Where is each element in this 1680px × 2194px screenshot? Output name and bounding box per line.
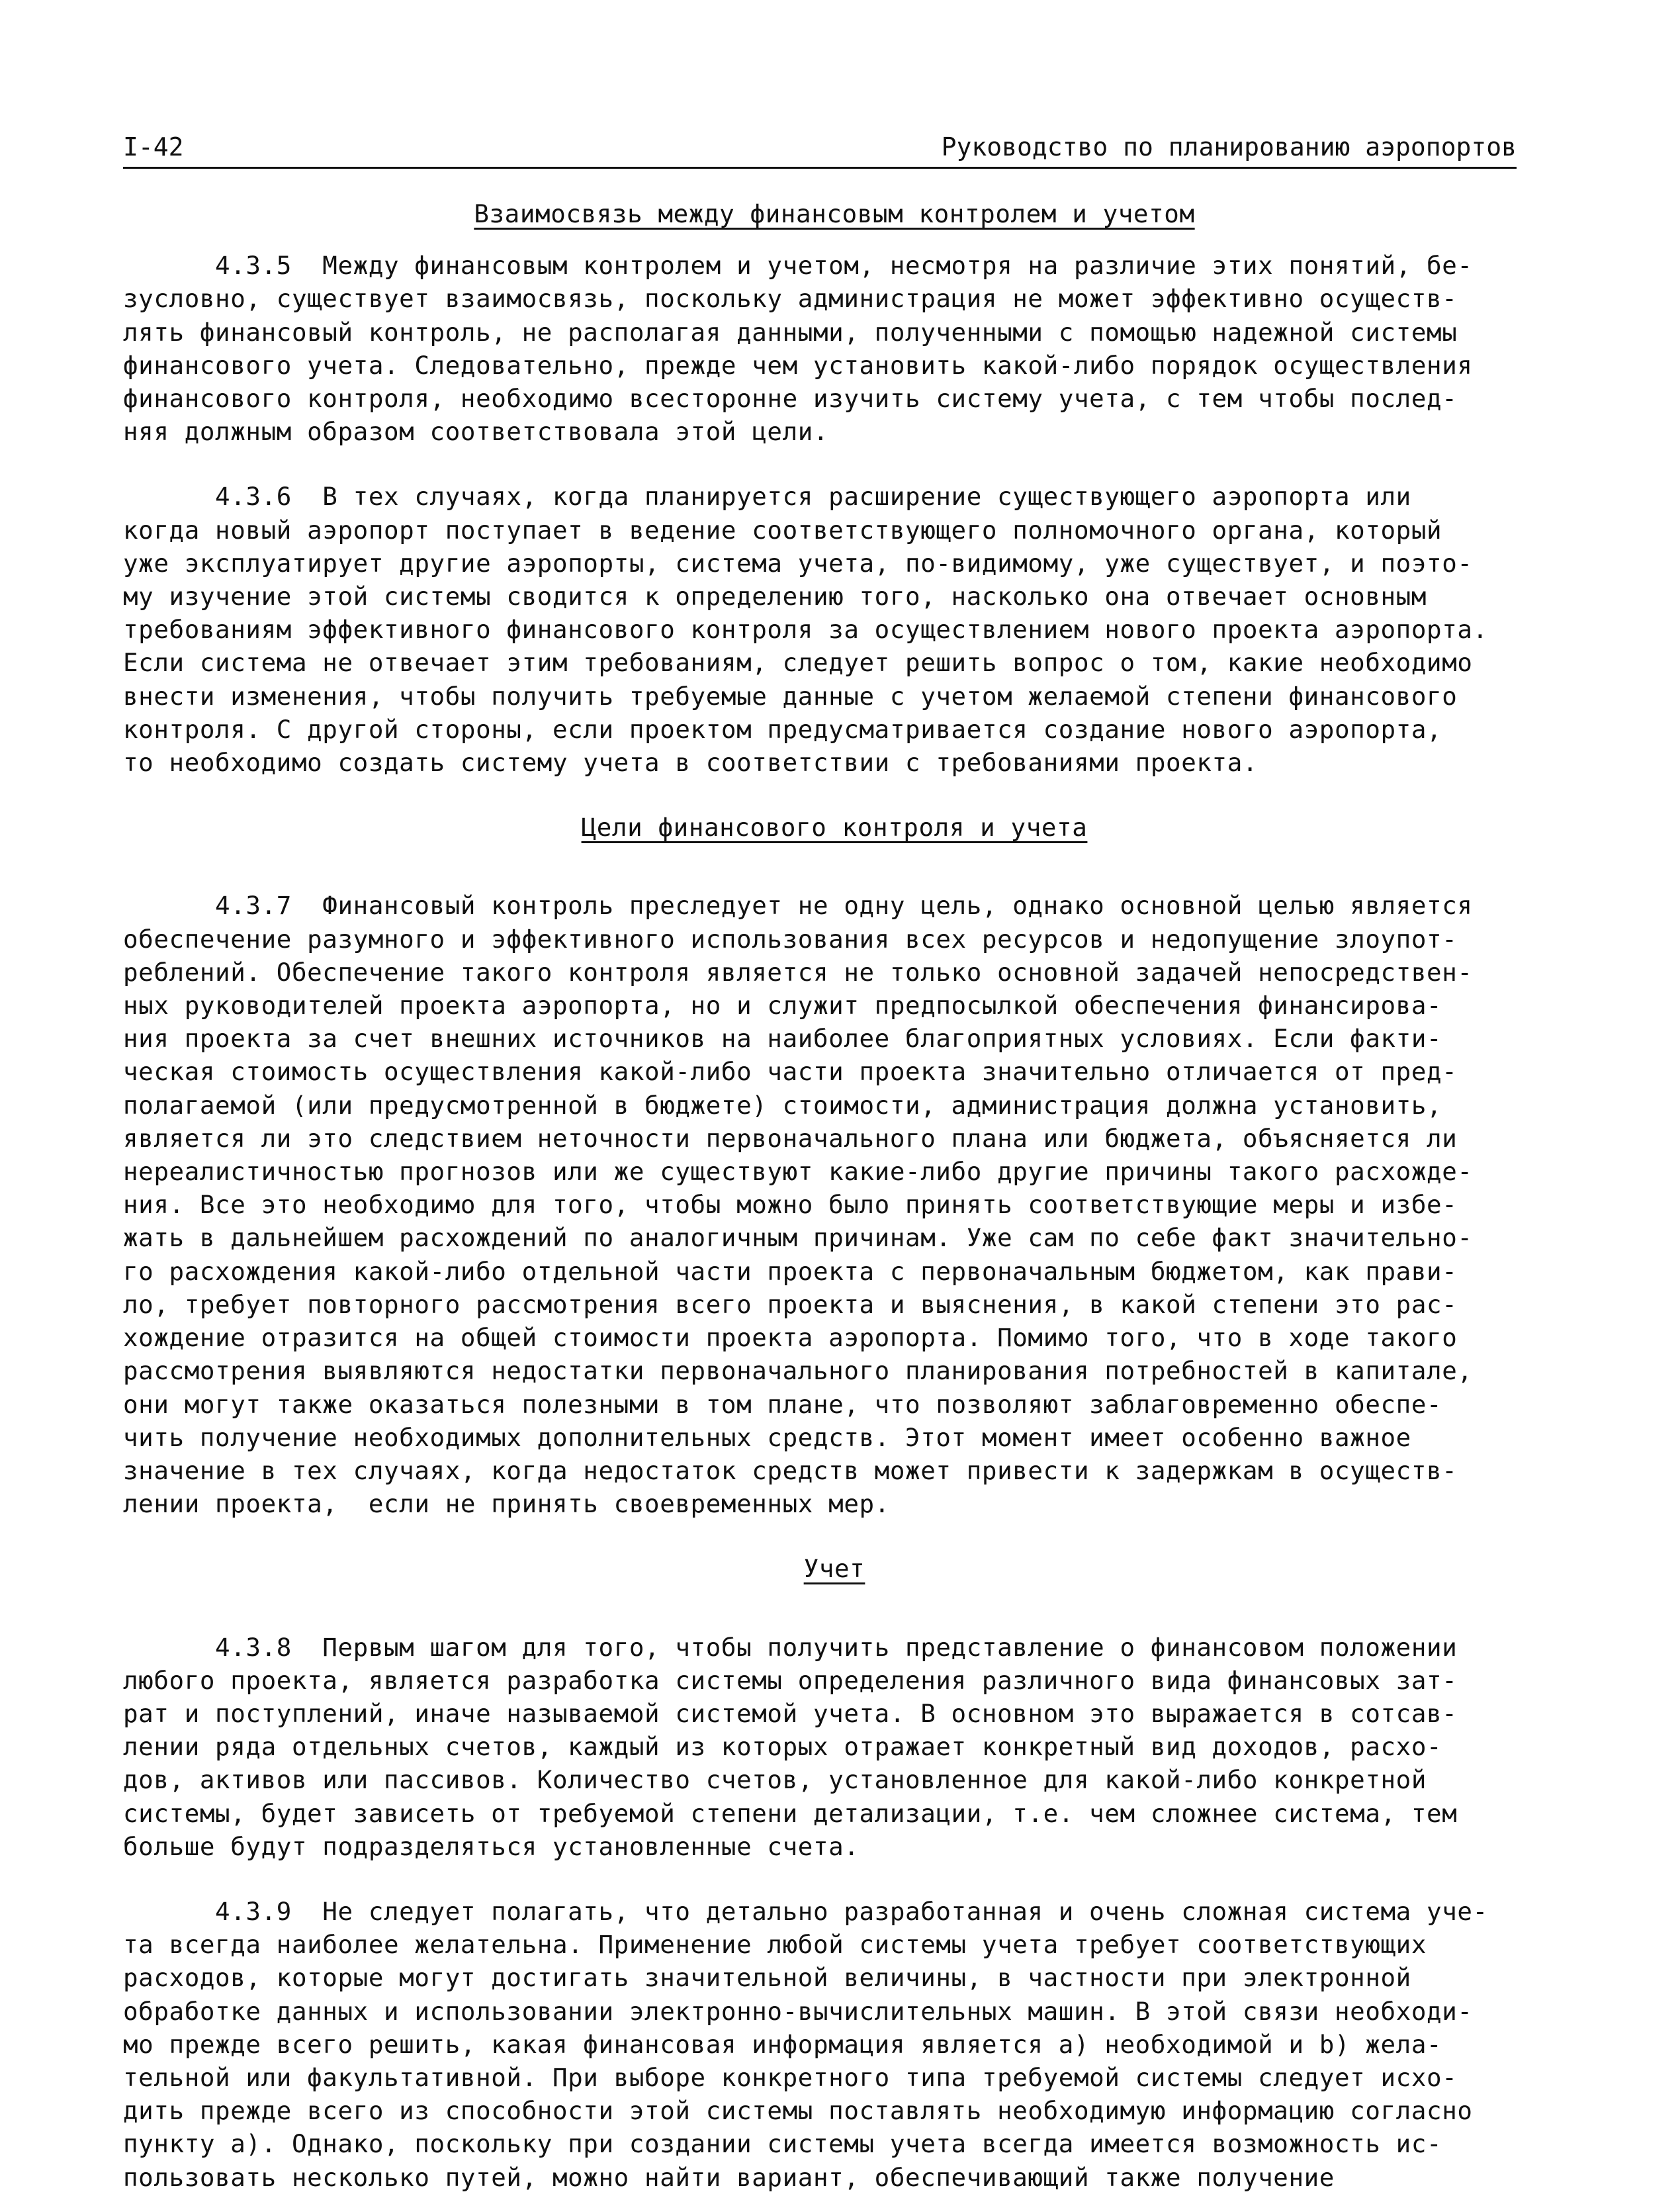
- text-line: 4.3.7 Финансовый контроль преследует не одну цель, однако основной целью является: [123, 891, 1473, 921]
- text-line: уже эксплуатирует другие аэропорты, система учета, по-видимому, уже существует, и поэто-: [123, 548, 1473, 578]
- text-line: значение в тех случаях, когда недостаток средств может привести к задержкам в осуществ-: [123, 1455, 1458, 1485]
- section-heading: Учет: [803, 1554, 865, 1584]
- text-line: лении ряда отдельных счетов, каждый из которых отражает конкретный вид доходов, расхо-: [123, 1732, 1442, 1762]
- text-line: го расхождения какой-либо отдельной части проекта с первоначальным бюджетом, как прави-: [123, 1256, 1458, 1286]
- text-line: хождение отразится на общей стоимости проекта аэропорта. Помимо того, что в ходе такого: [123, 1323, 1458, 1353]
- text-line: финансового контроля, необходимо всесторонне изучить систему учета, с тем чтобы послед-: [123, 384, 1458, 414]
- text-line: требованиям эффективного финансового контроля за осуществлением нового проекта аэропорта.: [123, 615, 1488, 645]
- document-body: [123, 197, 1546, 2194]
- text-line: рассмотрения выявляются недостатки первоначального планирования потребностей в капитале,: [123, 1356, 1473, 1386]
- text-line: полагаемой (или предусмотренной в бюджете) стоимости, администрация должна установить,: [123, 1090, 1442, 1120]
- text-line: рат и поступлений, иначе называемой системой учета. В основном это выражается в сотсав-: [123, 1698, 1458, 1728]
- text-line: му изучение этой системы сводится к определению того, насколько она отвечает основным: [123, 582, 1427, 612]
- text-line: тельной или факультативной. При выборе конкретного типа требуемой системы следует исхо-: [123, 2062, 1458, 2092]
- text-line: зусловно, существует взаимосвязь, поскольку администрация не может эффективно осуществ-: [123, 284, 1458, 314]
- text-line: ло, требует повторного рассмотрения всего проекта и выяснения, в какой степени это рас-: [123, 1289, 1458, 1319]
- text-line: нереалистичностью прогнозов или же существуют какие-либо другие причины такого расхожде-: [123, 1157, 1473, 1187]
- paragraph-4-3-7: [123, 889, 1546, 1520]
- section-heading: Взаимосвязь между финансовым контролем и учетом: [474, 199, 1195, 228]
- text-line: когда новый аэропорт поступает в ведение соответствующего полномочного органа, который: [123, 515, 1442, 545]
- text-line: Если система не отвечает этим требованиям, следует решить вопрос о том, какие необходимо: [123, 648, 1473, 678]
- text-line: ния проекта за счет внешних источников на наиболее благоприятных условиях. Если факти-: [123, 1024, 1442, 1054]
- text-line: 4.3.8 Первым шагом для того, чтобы получить представление о финансовом положении: [123, 1632, 1458, 1662]
- text-line: является ли это следствием неточности первоначального плана или бюджета, объясняется ли: [123, 1123, 1458, 1153]
- paragraph-4-3-9: [123, 1895, 1546, 2194]
- text-line: дов, активов или пассивов. Количество счетов, установленное для какой-либо конкретной: [123, 1765, 1427, 1795]
- text-line: няя должным образом соответствовала этой цели.: [123, 417, 829, 447]
- text-line: 4.3.6 В тех случаях, когда планируется расширение существующего аэропорта или: [123, 482, 1411, 512]
- text-line: ных руководителей проекта аэропорта, но и служит предпосылкой обеспечения финансирова-: [123, 991, 1442, 1021]
- text-line: ческая стоимость осуществления какой-либо части проекта значительно отличается от пред-: [123, 1057, 1458, 1087]
- text-line: внести изменения, чтобы получить требуемые данные с учетом желаемой степени финансового: [123, 681, 1458, 711]
- text-line: контроля. С другой стороны, если проектом предусматривается создание нового аэропорта,: [123, 714, 1442, 744]
- text-line: реблений. Обеспечение такого контроля является не только основной задачей непосредствен-: [123, 957, 1473, 987]
- paragraph-4-3-5: [123, 249, 1546, 448]
- text-line: пункту a). Однако, поскольку при создании системы учета всегда имеется возможность ис-: [123, 2129, 1442, 2159]
- text-line: 4.3.5 Между финансовым контролем и учетом, несмотря на различие этих понятий, бе-: [123, 251, 1473, 281]
- text-line: 4.3.9 Не следует полагать, что детально разработанная и очень сложная система уче-: [123, 1896, 1488, 1926]
- text-line: больше будут подразделяться установленные счета.: [123, 1831, 860, 1861]
- text-line: жать в дальнейшем расхождений по аналогичным причинам. Уже сам по себе факт значительно-: [123, 1223, 1473, 1253]
- paragraph-4-3-8: [123, 1631, 1546, 1863]
- running-header: [123, 130, 1517, 169]
- paragraph-4-3-6: [123, 480, 1546, 779]
- text-line: они могут также оказаться полезными в том плане, что позволяют заблаговременно обеспе-: [123, 1389, 1442, 1419]
- text-line: дить прежде всего из способности этой системы поставлять необходимую информацию согласно: [123, 2096, 1473, 2126]
- text-line: обработке данных и использовании электронно-вычислительных машин. В этой связи необходи-: [123, 1996, 1473, 2026]
- text-line: ния. Все это необходимо для того, чтобы можно было принять соответствующие меры и избе-: [123, 1190, 1458, 1220]
- text-line: лении проекта, если не принять своевременных мер.: [123, 1489, 890, 1519]
- text-line: финансового учета. Следовательно, прежде чем установить какой-либо порядок осуществления: [123, 350, 1473, 380]
- text-line: та всегда наиболее желательна. Применение любой системы учета требует соответствующих: [123, 1930, 1427, 1960]
- text-line: обеспечение разумного и эффективного использования всех ресурсов и недопущение злоупот-: [123, 924, 1458, 954]
- section-heading: Цели финансового контроля и учета: [581, 813, 1088, 843]
- text-line: мо прежде всего решить, какая финансовая информация является a) необходимой и b) жела-: [123, 2029, 1442, 2059]
- text-line: чить получение необходимых дополнительных средств. Этот момент имеет особенно важное: [123, 1422, 1411, 1452]
- text-line: расходов, которые могут достигать значительной величины, в частности при электронной: [123, 1963, 1411, 1993]
- page-number: I-42: [123, 132, 184, 161]
- text-line: системы, будет зависеть от требуемой степени детализации, т.е. чем сложнее система, тем: [123, 1798, 1458, 1828]
- text-line: лять финансовый контроль, не располагая данными, полученными с помощью надежной системы: [123, 317, 1458, 347]
- running-title: Руководство по планированию аэропортов: [941, 132, 1517, 161]
- text-line: то необходимо создать систему учета в соответствии с требованиями проекта.: [123, 748, 1259, 778]
- text-line: любого проекта, является разработка системы определения различного вида финансовых зат-: [123, 1665, 1458, 1695]
- text-line: пользовать несколько путей, можно найти вариант, обеспечивающий также получение: [123, 2162, 1335, 2192]
